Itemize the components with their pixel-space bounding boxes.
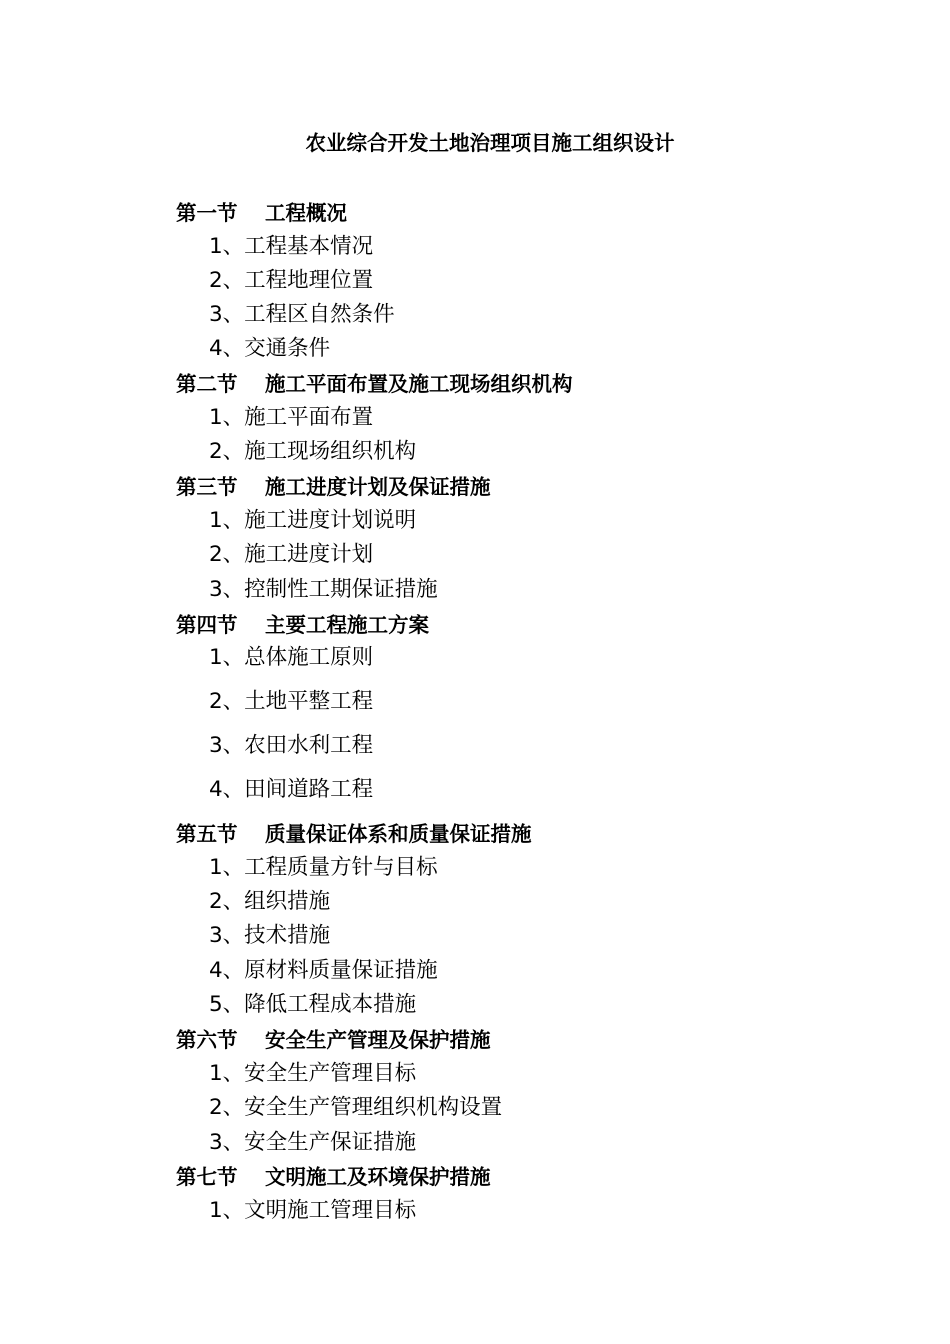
toc-item: 1、总体施工原则 xyxy=(209,645,374,670)
toc-item: 4、原材料质量保证措施 xyxy=(209,958,438,983)
toc-item: 2、施工现场组织机构 xyxy=(209,439,417,464)
section-number: 第三节 xyxy=(176,475,238,499)
section-number: 第二节 xyxy=(176,372,238,396)
section-number: 第五节 xyxy=(176,822,238,846)
toc-item: 3、控制性工期保证措施 xyxy=(209,577,438,602)
toc-item: 1、安全生产管理目标 xyxy=(209,1061,417,1086)
section-number: 第一节 xyxy=(176,201,238,225)
section-heading xyxy=(176,196,347,230)
toc-item: 1、施工平面布置 xyxy=(209,405,374,430)
section-heading xyxy=(176,470,491,504)
section-title: 安全生产管理及保护措施 xyxy=(265,1028,491,1052)
section-title: 工程概况 xyxy=(265,201,347,225)
section-heading xyxy=(176,1023,491,1057)
toc-item: 2、工程地理位置 xyxy=(209,268,374,293)
toc-item: 3、农田水利工程 xyxy=(209,733,374,758)
document-title: 农业综合开发土地治理项目施工组织设计 xyxy=(305,131,675,155)
toc-item: 4、交通条件 xyxy=(209,336,331,361)
toc-item: 2、土地平整工程 xyxy=(209,689,374,714)
toc-item: 2、组织措施 xyxy=(209,889,331,914)
toc-item: 2、安全生产管理组织机构设置 xyxy=(209,1095,503,1120)
toc-item: 5、降低工程成本措施 xyxy=(209,992,417,1017)
section-title: 主要工程施工方案 xyxy=(265,613,429,637)
toc-item: 4、田间道路工程 xyxy=(209,777,374,802)
section-title: 文明施工及环境保护措施 xyxy=(265,1165,491,1189)
section-number: 第六节 xyxy=(176,1028,238,1052)
section-title: 质量保证体系和质量保证措施 xyxy=(265,822,532,846)
toc-item: 1、施工进度计划说明 xyxy=(209,508,417,533)
section-heading xyxy=(176,367,573,401)
toc-item: 3、安全生产保证措施 xyxy=(209,1130,417,1155)
toc-item: 1、工程基本情况 xyxy=(209,234,374,259)
toc-item: 1、文明施工管理目标 xyxy=(209,1198,417,1223)
toc-item: 1、工程质量方针与目标 xyxy=(209,855,438,880)
section-heading xyxy=(176,608,429,642)
toc-item: 3、工程区自然条件 xyxy=(209,302,395,327)
toc-item: 2、施工进度计划 xyxy=(209,542,374,567)
section-heading xyxy=(176,1160,491,1194)
section-number: 第四节 xyxy=(176,613,238,637)
toc-item: 3、技术措施 xyxy=(209,923,331,948)
section-heading xyxy=(176,817,532,851)
section-title: 施工平面布置及施工现场组织机构 xyxy=(265,372,573,396)
section-number: 第七节 xyxy=(176,1165,238,1189)
section-title: 施工进度计划及保证措施 xyxy=(265,475,491,499)
